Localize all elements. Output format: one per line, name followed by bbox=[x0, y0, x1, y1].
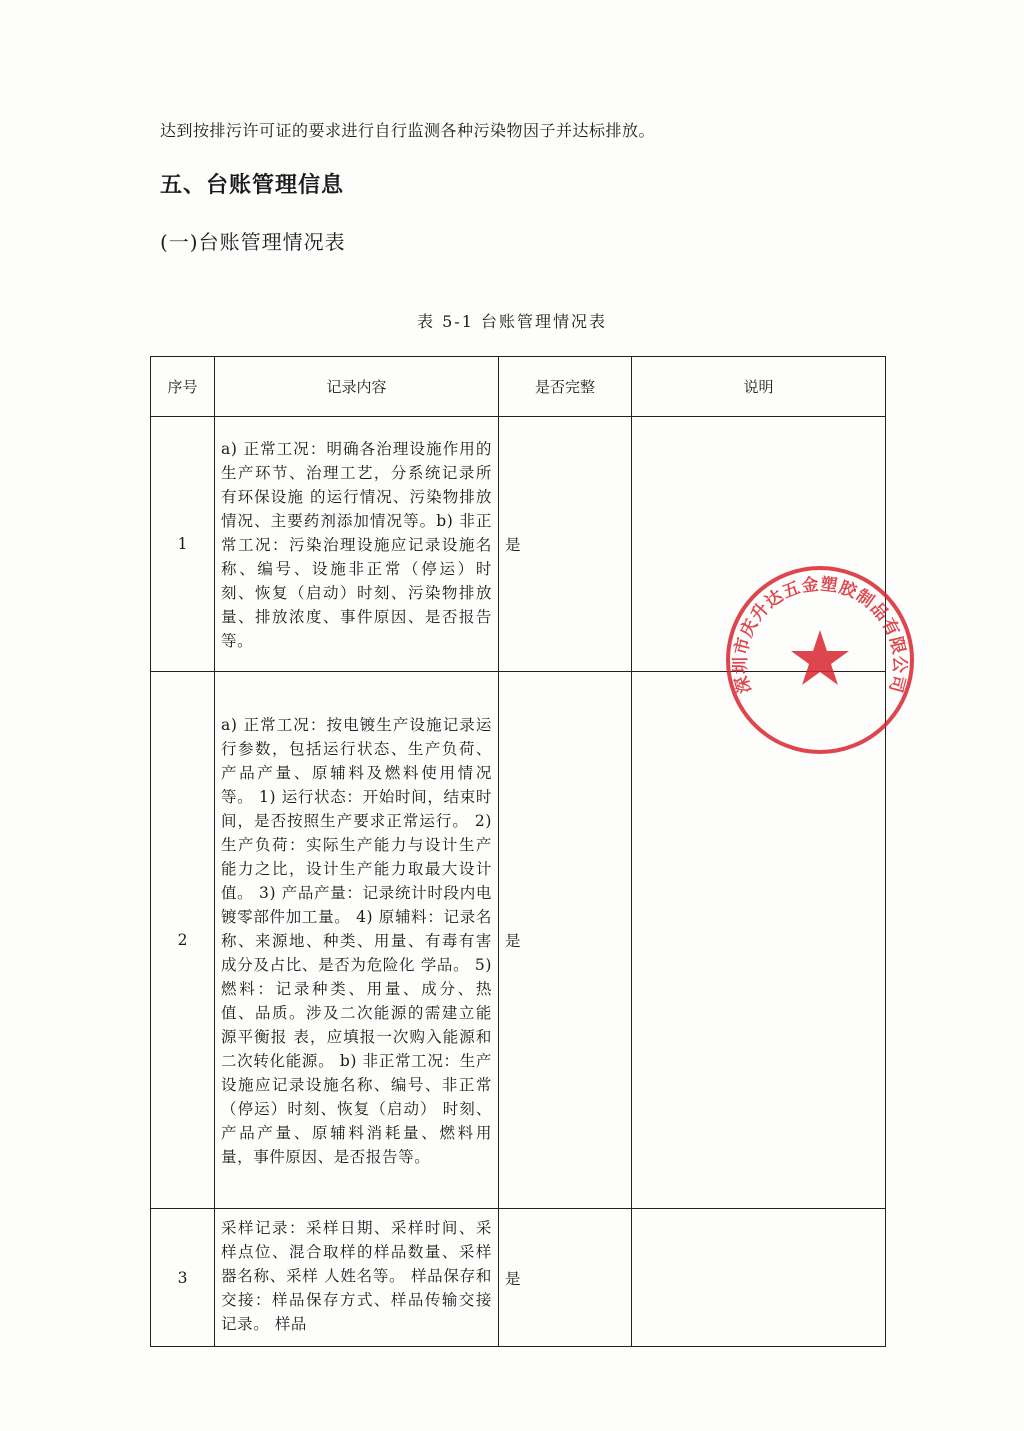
seal-star-icon bbox=[791, 630, 849, 685]
seal-text: 深圳市庆升达五金塑胶制品有限公司 bbox=[730, 574, 910, 696]
row-note bbox=[632, 1209, 886, 1347]
intro-paragraph: 达到按排污许可证的要求进行自行监测各种污染物因子并达标排放。 bbox=[160, 121, 656, 140]
ledger-table bbox=[150, 356, 886, 1347]
section-title: 五、台账管理信息 bbox=[160, 173, 345, 198]
row-content: 采样记录：采样日期、采样时间、采样点位、混合取样的样品数量、采样器名称、采样 人姓名等。 样品保存和交接：样品保存方式、样品传输交接记录。 样品 bbox=[215, 1209, 499, 1347]
header-no: 序号 bbox=[151, 357, 215, 417]
row-no: 1 bbox=[151, 417, 215, 672]
table-row bbox=[151, 1209, 886, 1347]
row-no: 3 bbox=[151, 1209, 215, 1347]
header-note: 说明 bbox=[632, 357, 886, 417]
row-no: 2 bbox=[151, 672, 215, 1209]
row-complete: 是 bbox=[499, 417, 632, 672]
row-content: a) 正常工况：明确各治理设施作用的生产环节、治理工艺，分系统记录所有环保设施 的运行情况、污染物排放情况、主要药剂添加情况等。b) 非正常工况：污染治理设施应记录设施名称、编号、设施非正常（停运）时刻、恢复（启动）时刻、污染物排放量、排放浓度、事件原因、是否报告等。 bbox=[215, 417, 499, 672]
header-content: 记录内容 bbox=[215, 357, 499, 417]
table-caption: 表 5-1 台账管理情况表 bbox=[417, 312, 607, 331]
header-complete: 是否完整 bbox=[499, 357, 632, 417]
table-header-row bbox=[151, 357, 886, 417]
company-seal-stamp bbox=[720, 560, 920, 760]
row-complete: 是 bbox=[499, 672, 632, 1209]
row-complete: 是 bbox=[499, 1209, 632, 1347]
row-content: a) 正常工况：按电镀生产设施记录运行参数，包括运行状态、生产负荷、产品产量、原辅料及燃料使用情况等。 1) 运行状态：开始时间，结束时间，是否按照生产要求正常运行。 2) 生产负荷：实际生产能力与设计生产能力之比，设计生产能力取最大设计值。 3) 产品产量：记录统计时段内电镀零部件加工量。 4) 原辅料：记录名称、来源地、种类、用量、有毒有害成分及占比、是否为危险化 学品。 5) 燃料：记录种类、用量、成分、热值、品质。涉及二次能源的需建立能源平衡报 表，应填报一次购入能源和二次转化能源。 b) 非正常工况：生产设施应记录设施名称、编号、非正常（停运）时刻、恢复（启动） 时刻、产品产量、原辅料消耗量、燃料用量，事件原因、是否报告等。 bbox=[215, 672, 499, 1209]
subsection-title: (一)台账管理情况表 bbox=[160, 230, 346, 254]
